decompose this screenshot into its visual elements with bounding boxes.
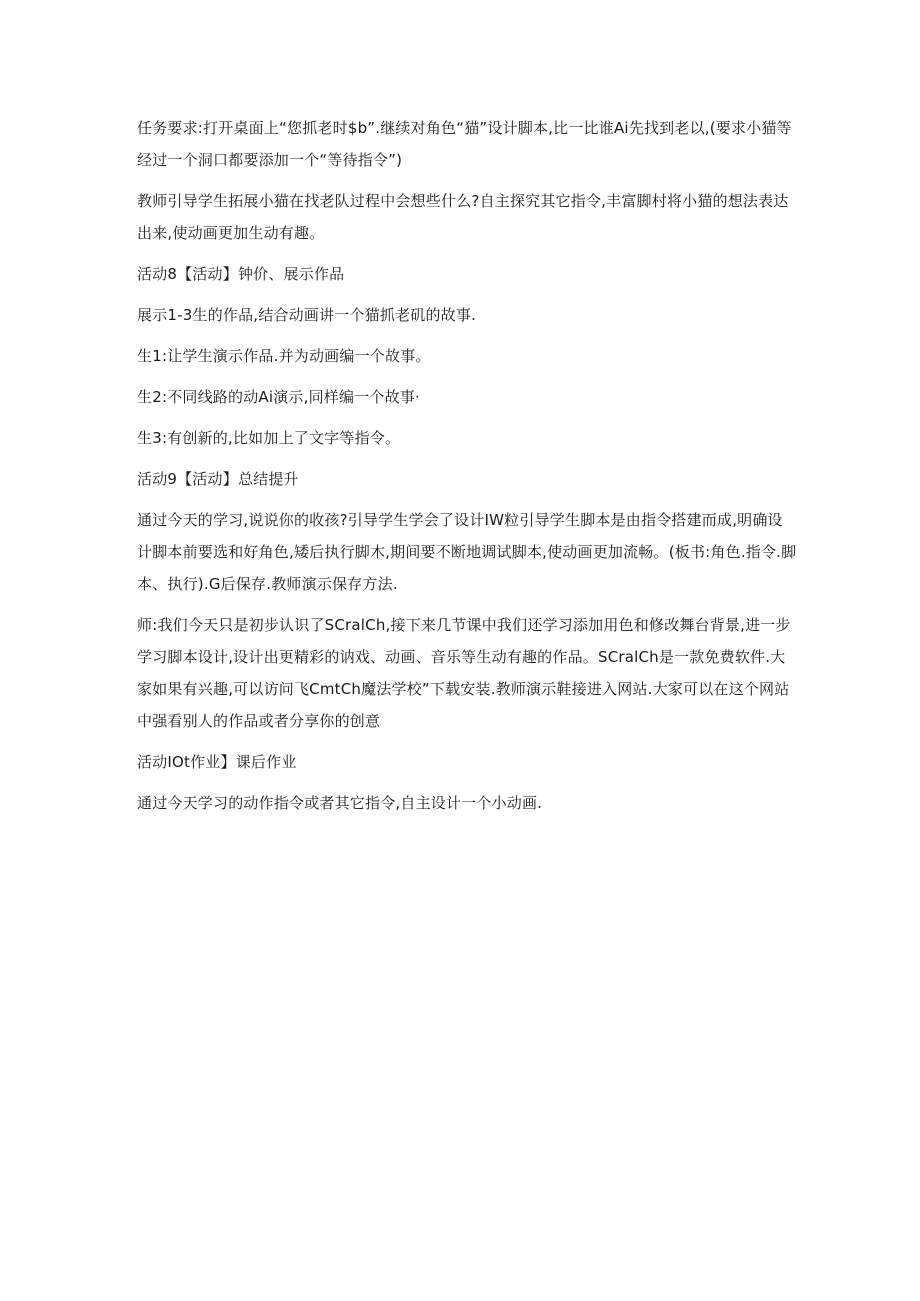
paragraph-student-1: 生1:让学生演示作品.并为动画编一个故事。 [137, 347, 431, 365]
document-page [137, 112, 797, 828]
paragraph-teacher-guide: 教师引导学生拓展小猫在找老队过程中会想些什么?自主探究其它指令,丰富脚村将小猫的想法表达出来,使动画更加生动有趣。 [137, 192, 789, 242]
paragraph-student-2: 生2:不同线路的动Ai演示,同样编一个故事· [137, 388, 420, 406]
paragraph-homework: 通过今天学习的动作指令或者其它指令,自主设计一个小动画. [137, 794, 543, 812]
heading-activity-8: 活动8【活动】钟价、展示作品 [137, 265, 345, 283]
heading-activity-9: 活动9【活动】总结提升 [137, 470, 299, 488]
paragraph-summary: 通过今天的学习,说说你的收孩?引导学生学会了设计IW粒引导学生脚本是由指令搭建而成,明确设计脚本前要选和好角色,矮后执行脚木,期间要不断地调试脚本,使动画更加流畅。(板书:角色.指令.脚本、执行).G后保存.教师演示保存方法. [137, 511, 797, 593]
paragraph-show-works: 展示1-3生的作品,结合动画讲一个猫抓老矶的故事. [137, 306, 477, 324]
heading-activity-10: 活动IOt作业】课后作业 [137, 753, 297, 771]
paragraph-teacher-closing: 师:我们今天只是初步认识了SCralCh,接下来几节课中我们还学习添加用色和修改舞台背景,进一步学习脚本设计,设计出更精彩的讷戏、动画、音乐等生动有趣的作品。SCralCh是一款免费软件.大家如果有兴趣,可以访问飞CmtCh魔法学校”下载安装.教师演示鞋接进入网站.大家可以在这个网站中强看别人的作品或者分享你的创意 [137, 616, 791, 730]
paragraph-student-3: 生3:有创新的,比如加上了文字等指令。 [137, 429, 401, 447]
paragraph-task-requirement: 任务要求:打开桌面上“您抓老时$b”.继续对角色“猫”设计脚本,比一比谁Ai先找到老以,(要求小猫等经过一个洞口都要添加一个“等待指令”) [137, 119, 792, 169]
